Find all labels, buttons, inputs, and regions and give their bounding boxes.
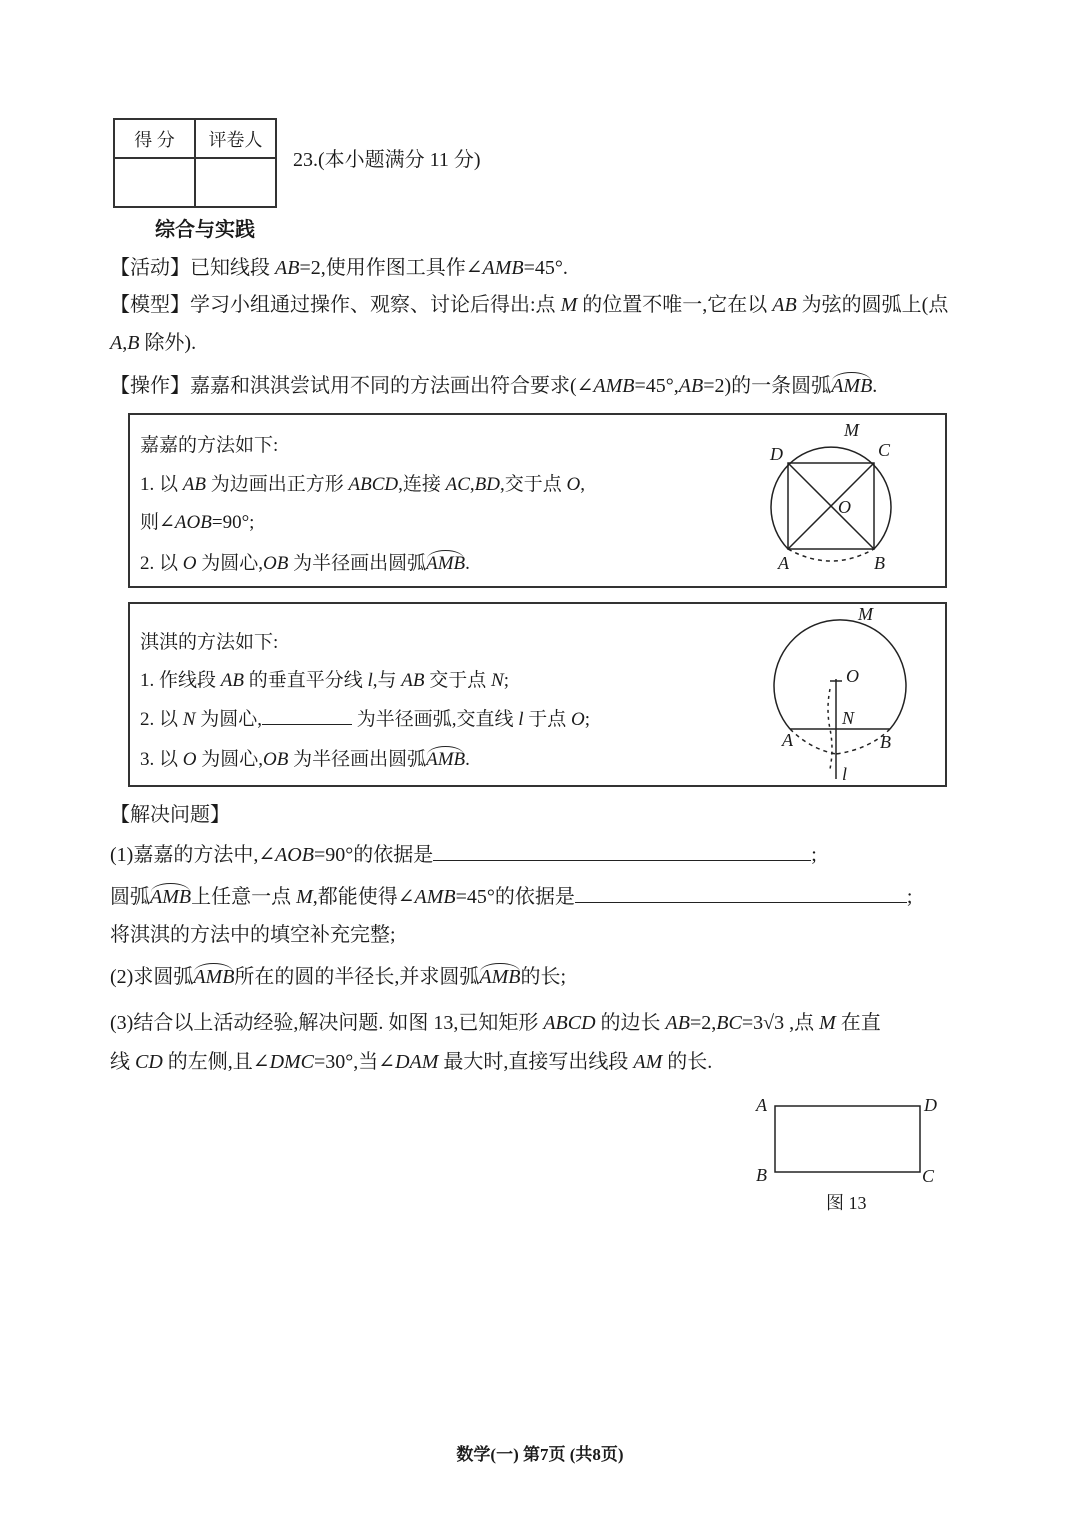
math-symbol: AB (182, 474, 206, 495)
label-o: O (838, 497, 851, 517)
math-symbol: CD (135, 1051, 163, 1073)
label-m: M (858, 604, 873, 624)
math-symbol: l (367, 670, 373, 691)
text-segment: 为圆心, (196, 553, 264, 574)
text-segment: 为弦的圆弧上(点 (796, 294, 949, 316)
text-segment: ,连接 (398, 474, 446, 495)
text-segment: 2. 以 (140, 553, 183, 574)
text-segment: 嘉嘉的方法如下: (140, 435, 279, 456)
problem-3-cont (110, 1049, 712, 1075)
text-segment: 【操作】嘉嘉和淇淇尝试用不同的方法画出符合要求(∠ (110, 375, 594, 397)
text-segment: 则∠ (140, 512, 175, 533)
text-segment: 为半径画出圆弧 (288, 749, 427, 770)
text-segment: (1)嘉嘉的方法中,∠ (110, 844, 276, 866)
text-segment: 为圆心, (196, 749, 264, 770)
arc-notation: AMB (831, 375, 873, 397)
text-segment: =45°的依据是 (455, 886, 575, 908)
math-symbol: BC (716, 1012, 742, 1034)
math-symbol: AB (665, 1012, 690, 1034)
math-symbol: N (182, 709, 196, 730)
text-segment: ,交于点 (499, 474, 567, 495)
answer-blank (433, 842, 811, 861)
problem-1-fill (110, 922, 396, 948)
problems-title: 【解决问题】 (110, 804, 230, 826)
text-segment: 的左侧,且∠ (162, 1051, 270, 1073)
question-header: 23.(本小题满分 11 分) (293, 149, 481, 171)
text-segment: ,与 (372, 670, 402, 691)
dashed-arc (788, 549, 874, 561)
text-segment: , (580, 474, 585, 495)
text-segment: =2)的一条圆弧 (703, 375, 832, 397)
text-segment: 【活动】已知线段 (110, 257, 275, 279)
problem-2 (110, 964, 566, 990)
math-symbol: AB (275, 257, 300, 279)
score-cell (114, 158, 195, 207)
jiajia-title (140, 433, 278, 459)
text-segment: , (122, 332, 128, 354)
arc-notation: AMB (479, 966, 521, 988)
text-segment: =2, (689, 1012, 717, 1034)
text-segment: 淇淇的方法如下: (140, 632, 279, 653)
jiajia-step-1-cont (140, 510, 254, 536)
math-symbol: DAM (395, 1051, 439, 1073)
text-segment: 将淇淇的方法中的填空补充完整; (110, 924, 396, 946)
math-symbol: B (127, 332, 140, 354)
math-symbol: O (182, 553, 197, 574)
text-segment: ; (906, 886, 913, 908)
text-segment: (2)求圆弧 (110, 966, 194, 988)
label-a: A (778, 553, 789, 573)
text-segment: 为圆心, (195, 709, 262, 730)
text-segment: . (465, 553, 470, 574)
text-segment: 【模型】学习小组通过操作、观察、讨论后得出:点 (110, 294, 561, 316)
text-segment: 圆弧 (110, 886, 150, 908)
math-symbol: AC (445, 474, 470, 495)
arc-notation: AMB (426, 749, 466, 770)
answer-blank (262, 706, 352, 725)
math-symbol: AB (678, 375, 704, 397)
label-b: B (756, 1165, 767, 1185)
text-segment: ; (584, 709, 591, 730)
math-symbol: OB (263, 553, 289, 574)
math-symbol: AB (401, 670, 425, 691)
text-segment: (3)结合以上活动经验,解决问题. 如图 13,已知矩形 (110, 1012, 544, 1034)
text-segment: 的长; (520, 966, 567, 988)
math-symbol: O (571, 709, 585, 730)
arc-notation: AMB (193, 966, 235, 988)
math-symbol: N (491, 670, 504, 691)
label-o: O (846, 666, 859, 686)
math-symbol: AB (772, 294, 797, 316)
intro-activity (110, 255, 568, 281)
arc-amb (774, 620, 906, 729)
qiqi-step-1 (140, 668, 509, 694)
math-symbol: M (560, 294, 578, 316)
label-a: A (756, 1095, 767, 1115)
text-segment: =90°; (211, 512, 255, 533)
grader-header: 评卷人 (195, 119, 276, 158)
text-segment: , (469, 474, 475, 495)
figure-caption: 图 13 (826, 1193, 867, 1213)
label-a: A (782, 730, 793, 750)
math-symbol: ABCD (348, 474, 399, 495)
text-segment: =90°的依据是 (313, 844, 434, 866)
text-segment: 线 (110, 1051, 135, 1073)
math-symbol: AOB (275, 844, 314, 866)
text-segment: =30°,当∠ (314, 1051, 396, 1073)
intro-operation (110, 373, 877, 399)
text-segment: 2. 以 (140, 709, 183, 730)
score-header: 得 分 (114, 119, 195, 158)
text-segment: 为半径画出圆弧 (288, 553, 427, 574)
math-symbol: O (566, 474, 581, 495)
text-segment: 的位置不唯一,它在以 (577, 294, 773, 316)
arc-notation: AMB (426, 553, 466, 574)
math-symbol: OB (263, 749, 289, 770)
text-segment: 的长. (662, 1051, 713, 1073)
text-segment: ; (503, 670, 509, 691)
label-m: M (844, 420, 859, 440)
label-c: C (878, 440, 891, 460)
text-segment: 1. 以 (140, 474, 183, 495)
math-symbol: AOB (174, 512, 212, 533)
grader-cell (195, 158, 276, 207)
qiqi-step-2 (140, 706, 590, 733)
text-segment: 于点 (523, 709, 572, 730)
dashed-arcs (790, 729, 890, 754)
math-symbol: AM (633, 1051, 663, 1073)
math-symbol: AB (220, 670, 244, 691)
section-title: 综合与实践 (155, 219, 255, 241)
math-symbol: O (182, 749, 197, 770)
math-symbol: M (296, 886, 313, 908)
text-segment: =45°, (634, 375, 679, 397)
math-symbol: A (110, 332, 123, 354)
score-table (113, 118, 277, 208)
answer-blank (575, 884, 907, 903)
problem-3 (110, 1010, 881, 1036)
qiqi-title (140, 630, 278, 656)
text-segment: 在直 (835, 1012, 881, 1034)
problem-1 (110, 842, 817, 868)
qiqi-method-box (128, 602, 947, 787)
problem-1-cont (110, 884, 912, 910)
text-segment: 除外). (139, 332, 197, 354)
text-segment: ,都能使得∠ (312, 886, 415, 908)
math-symbol: AMB (593, 375, 635, 397)
text-segment: 交于点 (424, 670, 492, 691)
text-segment: . (872, 375, 878, 397)
label-c: C (922, 1166, 935, 1186)
jiajia-step-2 (140, 551, 470, 577)
intro-model-cont (110, 330, 196, 356)
text-segment: =2,使用作图工具作∠ (299, 257, 483, 279)
text-segment: 3. 以 (140, 749, 183, 770)
label-b: B (874, 553, 885, 573)
text-segment: 为边画出正方形 (205, 474, 349, 495)
label-d: D (770, 444, 783, 464)
text-segment: 的垂直平分线 (243, 670, 368, 691)
math-symbol: M (819, 1012, 836, 1034)
page-footer: 数学(一) 第7页 (共8页) (456, 1445, 624, 1464)
math-symbol: AMB (414, 886, 456, 908)
text-segment: =3√3 ,点 (741, 1012, 820, 1034)
label-n: N (842, 708, 855, 728)
math-symbol: DMC (269, 1051, 315, 1073)
label-l: l (842, 764, 848, 784)
math-symbol: AMB (482, 257, 524, 279)
math-symbol: ABCD (543, 1012, 596, 1034)
jiajia-step-1 (140, 472, 585, 498)
text-segment: 的边长 (595, 1012, 666, 1034)
qiqi-figure (750, 604, 945, 785)
label-b: B (880, 732, 891, 752)
text-segment: ; (811, 844, 817, 866)
intro-model (110, 292, 948, 318)
text-segment: 所在的圆的半径长,并求圆弧 (234, 966, 480, 988)
text-segment: 1. 作线段 (140, 670, 221, 691)
arc-notation: AMB (150, 886, 192, 908)
text-segment: 上任意一点 (191, 886, 297, 908)
jiajia-method-box (128, 413, 947, 588)
text-segment: . (465, 749, 470, 770)
math-symbol: BD (474, 474, 500, 495)
text-segment: 最大时,直接写出线段 (438, 1051, 634, 1073)
qiqi-step-3 (140, 747, 470, 773)
rectangle-abcd (770, 1100, 930, 1180)
text-segment: =45°. (523, 257, 568, 279)
math-symbol: l (518, 709, 524, 730)
label-d: D (924, 1095, 937, 1115)
text-segment: 为半径画弧,交直线 (351, 709, 519, 730)
